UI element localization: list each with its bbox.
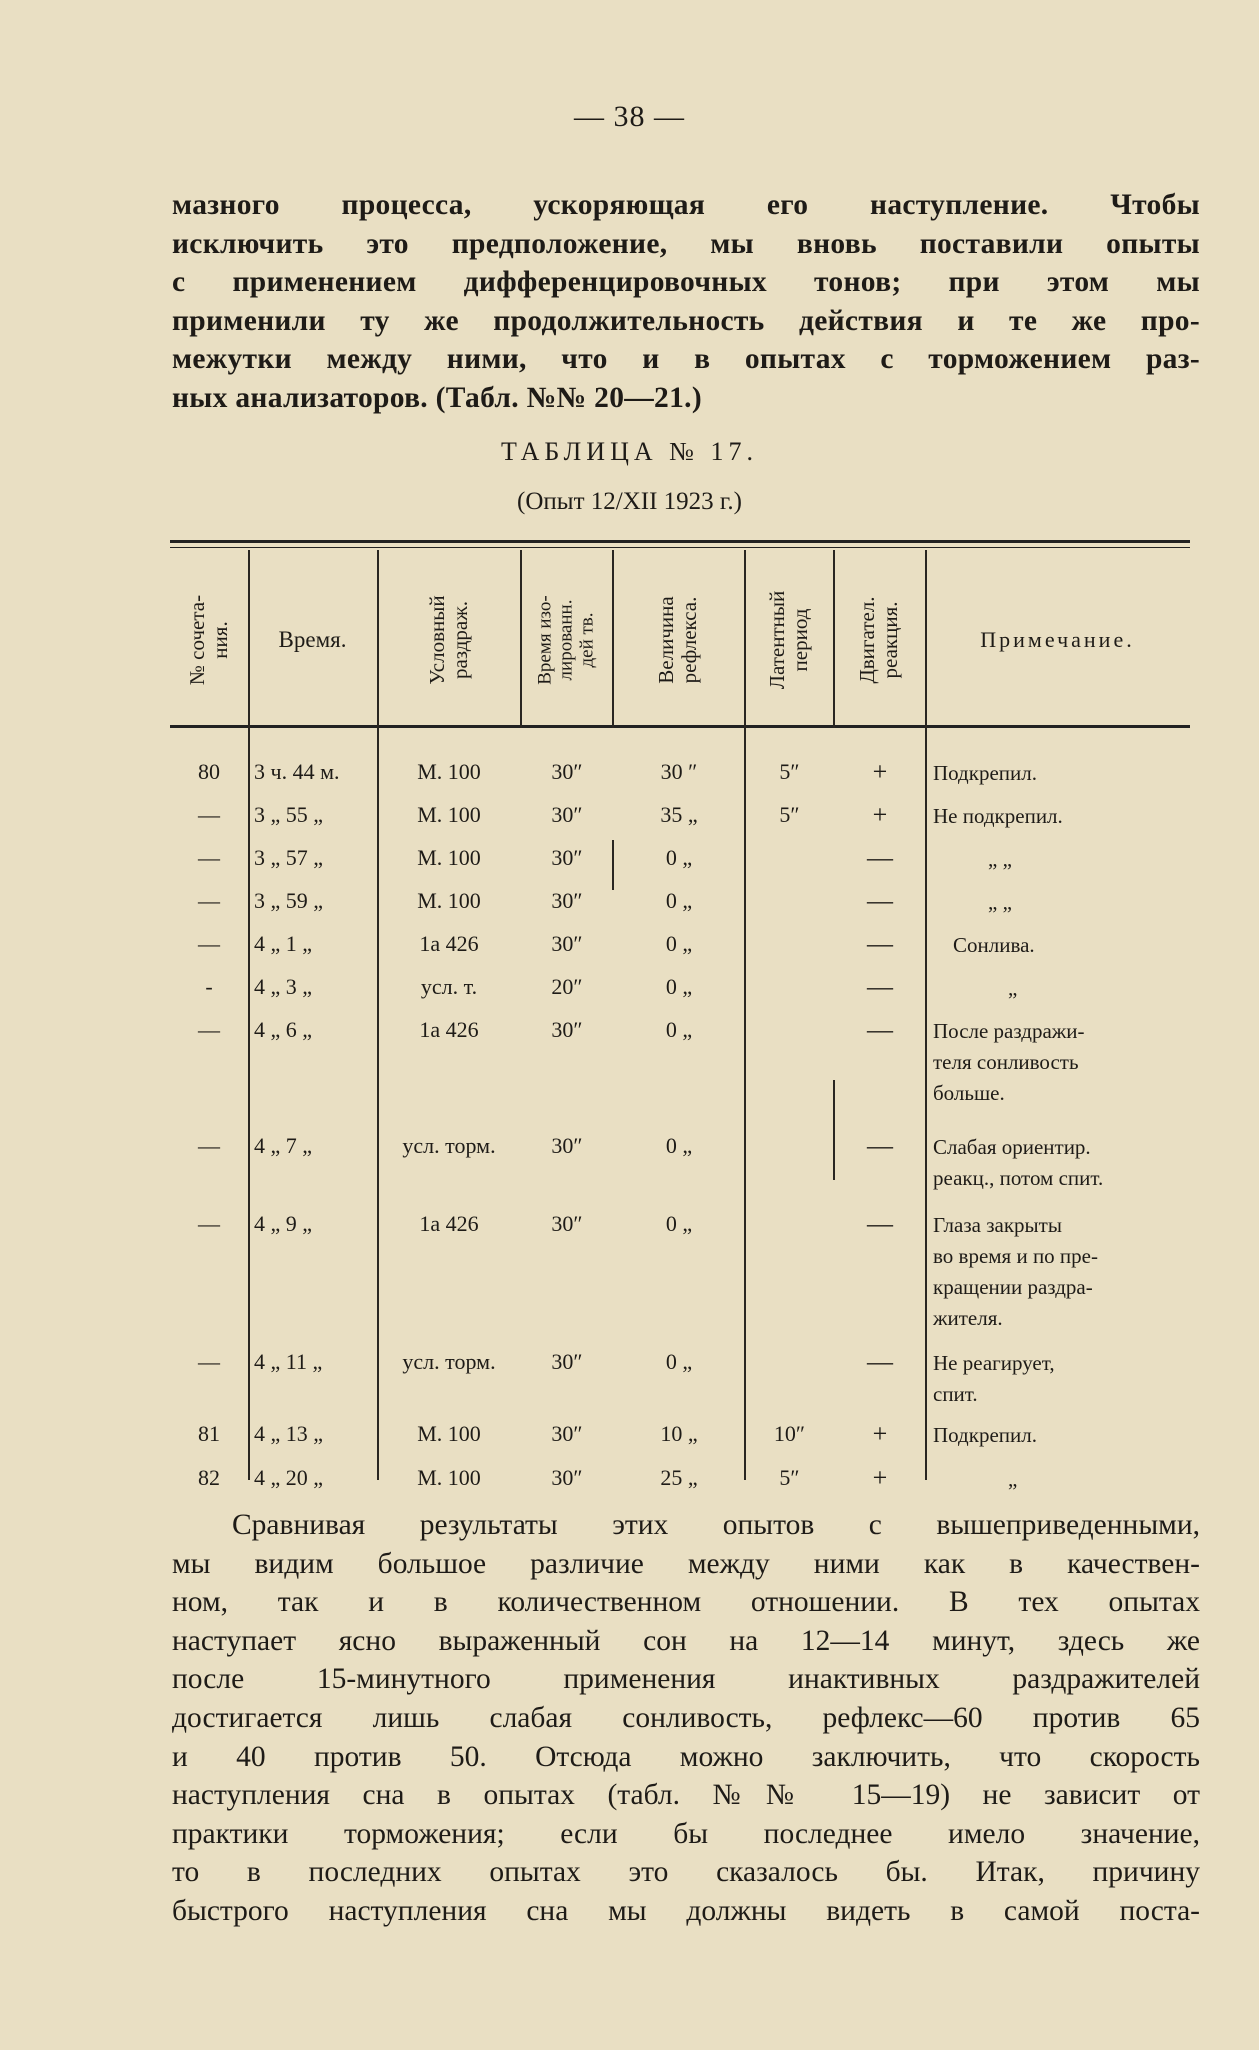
table-top-rule-thin [170, 547, 1190, 548]
table-row [170, 793, 1190, 837]
cell-time: 4 „ 11 „ [254, 1349, 323, 1374]
cell-isolated-time: 30″ [551, 1465, 583, 1490]
cell-reflex: 0 „ [665, 1017, 693, 1042]
cell-number: 81 [198, 1421, 220, 1446]
cell-reflex: 10 „ [660, 1421, 698, 1446]
text-line: наступления сна в опытах (табл. №№ 15—19) не зависит от [172, 1779, 1200, 1812]
cell-note: Не реагирует, спит. [933, 1351, 1055, 1406]
text-line: быстрого наступления сна мы должны видеть в самой поста- [172, 1894, 1200, 1927]
table-row [170, 1412, 1190, 1456]
cell-number: 82 [198, 1465, 220, 1490]
cell-isolated-time: 30″ [551, 1421, 583, 1446]
cell-motor: — [867, 972, 893, 1001]
cell-number: — [198, 888, 220, 913]
text-line: достигается лишь слабая сонливость, рефлекс—60 против 65 [172, 1701, 1200, 1734]
cell-number: — [198, 1349, 220, 1374]
cell-reflex: 30 ″ [660, 759, 698, 784]
cell-motor: — [867, 1015, 893, 1044]
cell-note: „ [1008, 1467, 1018, 1491]
cell-isolated-time: 30″ [551, 931, 583, 956]
page-number: — 38 — [574, 100, 685, 133]
cell-reflex: 0 „ [665, 1133, 693, 1158]
cell-latent: 5″ [779, 1465, 800, 1490]
cell-reflex: 0 „ [665, 931, 693, 956]
text-line: наступает ясно выраженный сон на 12—14 минут, здесь же [172, 1624, 1200, 1657]
cell-note: Сонлива. [953, 933, 1035, 957]
cell-note: „ „ [988, 847, 1012, 871]
cell-motor: + [872, 800, 888, 829]
cell-latent: 5″ [779, 759, 800, 784]
cell-stimulus: М. 100 [417, 802, 481, 827]
text-line: исключить это предположение, мы вновь поставили опыты [172, 227, 1200, 260]
text-line: ном, так и в количественном отношении. В тех опытах [172, 1586, 1200, 1619]
cell-stimulus: 1а 426 [419, 931, 479, 956]
cell-note: После раздражи- теля сонливость больше. [933, 1019, 1085, 1105]
data-table [170, 540, 1190, 1490]
cell-stimulus: М. 100 [417, 845, 481, 870]
text-line: мазного процесса, ускоряющая его наступление. Чтобы [172, 189, 1200, 221]
cell-reflex: 0 „ [665, 1349, 693, 1374]
header-latent: Латентный период [764, 590, 812, 689]
cell-stimulus: усл. т. [420, 974, 478, 999]
cell-reflex: 35 „ [660, 802, 698, 827]
cell-number: — [198, 845, 220, 870]
cell-time: 4 „ 7 „ [254, 1133, 313, 1158]
table-row [170, 1456, 1190, 1500]
cell-motor: — [867, 843, 893, 872]
header-reflex: Величина рефлекса. [654, 595, 701, 684]
header-stimulus: Условный раздраж. [424, 594, 472, 685]
cell-stimulus: М. 100 [417, 759, 481, 784]
cell-time: 3 ч. 44 м. [254, 759, 340, 784]
cell-isolated-time: 30″ [551, 1349, 583, 1374]
header-motor: Двигател. реакция. [855, 595, 902, 684]
cell-motor: — [867, 1209, 893, 1238]
cell-number: — [198, 1133, 220, 1158]
cell-isolated-time: 20″ [551, 974, 583, 999]
cell-note: Не подкрепил. [933, 804, 1063, 828]
cell-motor: + [872, 1419, 888, 1448]
text-line: и 40 против 50. Отсюда можно заключить, что скорость [172, 1740, 1200, 1773]
cell-isolated-time: 30″ [551, 802, 583, 827]
cell-isolated-time: 30″ [551, 1133, 583, 1158]
table-title: ТАБЛИЦА № 17. [501, 437, 758, 466]
conclusion-paragraph [172, 1506, 1200, 1931]
cell-motor: + [872, 1463, 888, 1492]
cell-time: 3 „ 59 „ [254, 888, 324, 913]
table-row [170, 1340, 1190, 1410]
cell-stimulus: М. 100 [417, 1421, 481, 1446]
header-number: № сочета- ния. [185, 594, 232, 685]
cell-stimulus: 1а 426 [419, 1017, 479, 1042]
cell-motor: — [867, 1131, 893, 1160]
text-line: практики торможения; если бы последнее имело значение, [172, 1817, 1200, 1850]
cell-time: 4 „ 9 „ [254, 1211, 313, 1236]
cell-time: 3 „ 55 „ [254, 802, 324, 827]
cell-note: Глаза закрыты во время и по пре- кращении раздра- жителя. [933, 1213, 1098, 1330]
cell-latent: 10″ [773, 1421, 806, 1446]
cell-isolated-time: 30″ [551, 845, 583, 870]
table-row [170, 1124, 1190, 1199]
cell-stimulus: М. 100 [417, 888, 481, 913]
cell-reflex: 0 „ [665, 888, 693, 913]
cell-isolated-time: 30″ [551, 759, 583, 784]
cell-number: 80 [198, 759, 220, 784]
cell-isolated-time: 30″ [551, 1017, 583, 1042]
text-line: межутки между ними, что и в опытах с торможением раз- [172, 343, 1200, 376]
cell-number: — [198, 802, 220, 827]
cell-time: 4 „ 1 „ [254, 931, 313, 956]
text-line: ных анализаторов. (Табл. №№ 20—21.) [172, 381, 702, 414]
text-line: после 15-минутного применения инактивных раздражителей [172, 1663, 1200, 1696]
cell-reflex: 0 „ [665, 845, 693, 870]
cell-latent: 5″ [779, 802, 800, 827]
table-row [170, 879, 1190, 923]
intro-paragraph [172, 186, 1200, 418]
cell-number: — [198, 931, 220, 956]
table-row [170, 1008, 1190, 1118]
text-line: применили ту же продолжительность действия и те же про- [172, 304, 1200, 337]
cell-isolated-time: 30″ [551, 888, 583, 913]
cell-motor: — [867, 886, 893, 915]
cell-isolated-time: 30″ [551, 1211, 583, 1236]
table-row [170, 750, 1190, 794]
header-note: Примечание. [980, 626, 1135, 652]
cell-time: 4 „ 6 „ [254, 1017, 313, 1042]
text-line: мы видим большое различие между ними как в качествен- [172, 1547, 1200, 1580]
cell-reflex: 0 „ [665, 1211, 693, 1236]
cell-motor: — [867, 1347, 893, 1376]
cell-motor: — [867, 929, 893, 958]
cell-stimulus: усл. торм. [402, 1133, 496, 1158]
header-time: Время. [278, 626, 347, 652]
table-top-rule [170, 540, 1190, 543]
text-line: то в последних опытах это сказалось бы. Итак, причину [172, 1856, 1200, 1889]
cell-stimulus: 1а 426 [419, 1211, 479, 1236]
table-row [170, 1202, 1190, 1337]
cell-time: 4 „ 13 „ [254, 1421, 324, 1446]
cell-motor: + [872, 757, 888, 786]
cell-time: 3 „ 57 „ [254, 845, 324, 870]
header-isolated-time: Время изо- лированн. дей тв. [534, 594, 598, 685]
cell-note: Подкрепил. [933, 1423, 1037, 1447]
cell-number: - [205, 974, 213, 999]
cell-number: — [198, 1211, 220, 1236]
cell-note: Подкрепил. [933, 761, 1037, 785]
cell-note: „ [1008, 976, 1018, 1000]
text-line: с применением дифференцировочных тонов; при этом мы [172, 266, 1200, 299]
table-subtitle: (Опыт 12/XII 1923 г.) [517, 488, 742, 515]
cell-note: „ „ [988, 890, 1012, 914]
table-row [170, 836, 1190, 880]
cell-note: Слабая ориентир. реакц., потом спит. [933, 1135, 1104, 1190]
table-row [170, 922, 1190, 966]
cell-reflex: 25 „ [660, 1465, 698, 1490]
cell-reflex: 0 „ [665, 974, 693, 999]
cell-stimulus: М. 100 [417, 1465, 481, 1490]
cell-time: 4 „ 3 „ [254, 974, 313, 999]
cell-stimulus: усл. торм. [402, 1349, 496, 1374]
cell-number: — [198, 1017, 220, 1042]
table-row [170, 965, 1190, 1009]
cell-time: 4 „ 20 „ [254, 1465, 324, 1490]
text-line: Сравнивая результаты этих опытов с вышеприведенными, [232, 1509, 1200, 1541]
